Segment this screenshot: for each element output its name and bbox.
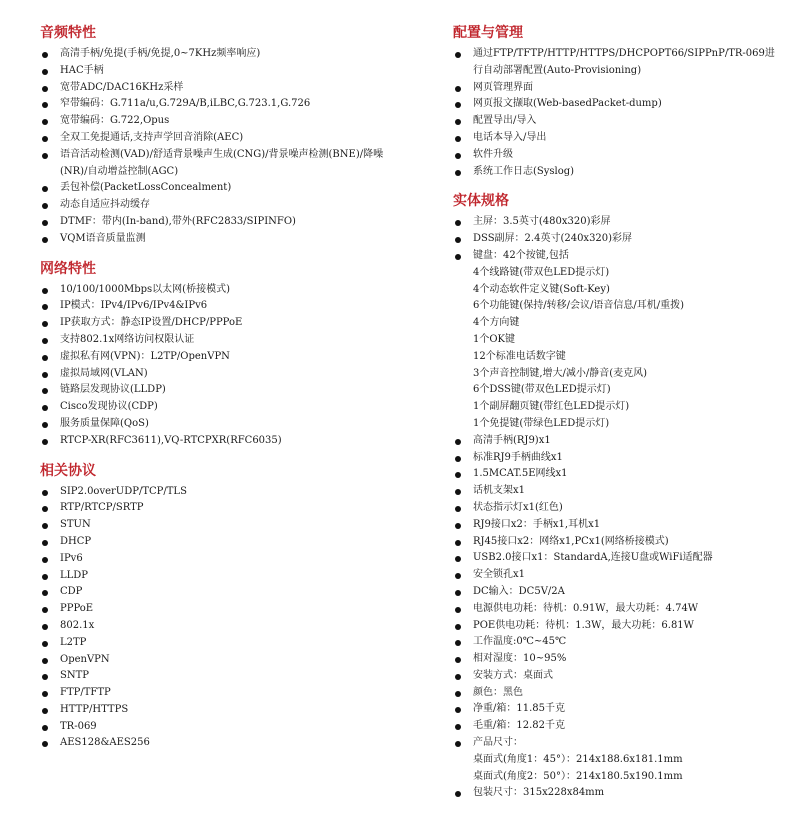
right-column [453,20,783,814]
physical-section-title: 实体规格 [453,193,509,210]
protocols-section [40,462,410,753]
sub-list-item [453,416,783,433]
list-item [40,399,410,416]
list-item [40,433,410,450]
bullet-icon [455,573,461,579]
bullet-icon [455,590,461,596]
list-item [453,164,783,181]
list-item [40,551,410,568]
list-item-text: 10/100/1000Mbps以太网(桥接模式) [60,283,230,295]
list-item-text: 802.1x [60,619,95,631]
bullet-icon [42,237,48,243]
list-item [453,701,783,718]
list-item [40,702,410,719]
list-item-text: 服务质量保障(QoS) [60,417,149,429]
bullet-icon [455,153,461,159]
list-item [40,96,410,113]
bullet-icon [42,725,48,731]
list-item-text: FTP/TFTP [60,687,111,699]
bullet-icon [42,607,48,613]
list-item-text: VQM语音质量监测 [60,232,146,244]
sub-list-item [453,282,783,299]
list-item-text: LLDP [60,569,89,581]
list-item [453,517,783,534]
list-item-text: 6个功能键(保持/转移/会议/语音信息/耳机/重拨) [473,300,685,312]
list-item-text: 4个方向键 [473,317,520,329]
list-item-text: 1个OK键 [473,333,516,345]
bullet-icon [42,506,48,512]
list-item-text: 相对湿度：10~95% [473,653,567,665]
list-item [40,635,410,652]
list-item [453,718,783,735]
bullet-icon [42,69,48,75]
list-item-text: 宽带编码：G.722,Opus [60,115,170,127]
audio-list [40,46,410,248]
list-item-text: 支持802.1x网络访问权限认证 [60,333,195,345]
list-item-text: IP模式：IPv4/IPv6/IPv4&IPv6 [60,300,208,312]
bullet-icon [42,439,48,445]
list-item [40,484,410,501]
protocols-section-title: 相关协议 [40,462,96,479]
list-item-text: 全双工免提通话,支持声学回音消除(AEC) [60,131,244,143]
sub-list-item [453,349,783,366]
list-item [453,735,783,752]
list-item-text: 丢包补偿(PacketLossConcealment) [60,182,232,194]
list-item [453,483,783,500]
bullet-icon [42,203,48,209]
bullet-icon [42,557,48,563]
list-item [40,735,410,752]
list-item-text: 键盘：42个按键,包括 [473,249,569,261]
bullet-icon [42,102,48,108]
list-item [40,719,410,736]
protocols-list [40,484,410,753]
list-item-text: IP获取方式：静态IP设置/DHCP/PPPoE [60,317,243,329]
list-item [40,668,410,685]
bullet-icon [42,523,48,529]
list-item [453,634,783,651]
bullet-icon [455,640,461,646]
list-item-text: 标准RJ9手柄曲线x1 [473,451,563,463]
bullet-icon [455,456,461,462]
network-section [40,260,410,450]
list-item-text: 包装尺寸：315x228x84mm [473,787,605,799]
list-item-text: 网页管理界面 [473,81,533,93]
list-item-text: 动态自适应抖动缓存 [60,199,150,211]
list-item-text: 1.5MCAT.5E网线x1 [473,468,568,480]
list-item-text: RTCP-XR(RFC3611),VQ-RTCPXR(RFC6035) [60,434,282,446]
list-item-text: DC输入：DC5V/2A [473,585,565,597]
bullet-icon [455,540,461,546]
list-item [453,668,783,685]
sub-list-item [453,366,783,383]
list-item-text: 虚拟私有网(VPN)：L2TP/OpenVPN [60,350,230,362]
list-item-text: 主屏：3.5英寸(480x320)彩屏 [473,216,611,228]
list-item-text: 颜色：黑色 [473,686,523,698]
list-item [40,80,410,97]
list-item [40,197,410,214]
list-item [453,80,783,97]
bullet-icon [42,540,48,546]
list-item-text: 电话本导入/导出 [473,131,547,143]
bullet-icon [455,707,461,713]
sub-list-item [453,769,783,786]
bullet-icon [42,52,48,58]
list-item-text: HTTP/HTTPS [60,703,129,715]
bullet-icon [455,439,461,445]
list-item-text: 虚拟局域网(VLAN) [60,367,148,379]
list-item [40,618,410,635]
list-item-text: 1个免提键(带绿色LED提示灯) [473,417,610,429]
list-item [453,231,783,248]
bullet-icon [42,691,48,697]
list-item [453,651,783,668]
list-item [453,433,783,450]
bullet-icon [42,624,48,630]
sub-list-item [453,265,783,282]
bullet-icon [42,388,48,394]
list-item-text: RTP/RTCP/SRTP [60,502,144,514]
list-item [453,618,783,635]
list-item-text: 桌面式(角度1：45°）：214x188.6x181.1mm [473,753,683,765]
list-item [40,416,410,433]
sub-list-item [453,382,783,399]
list-item-text: PPPoE [60,603,94,615]
list-item-text: L2TP [60,636,87,648]
list-item-text: OpenVPN [60,653,110,665]
bullet-icon [455,624,461,630]
bullet-icon [42,288,48,294]
list-item [40,601,410,618]
list-item-text: 4个线路键(带双色LED提示灯) [473,266,610,278]
sub-list-item [453,399,783,416]
list-item-text: 4个动态软件定义键(Soft-Key) [473,283,610,295]
sub-list-item [453,752,783,769]
list-item-text: 配置导出/导入 [473,115,537,127]
list-item [453,466,783,483]
list-item-text: CDP [60,586,83,598]
bullet-icon [42,186,48,192]
bullet-icon [455,791,461,797]
list-item [40,298,410,315]
list-item-text: 话机支架x1 [473,485,526,497]
bullet-icon [42,574,48,580]
bullet-icon [42,590,48,596]
list-item-text: DHCP [60,535,92,547]
list-item [40,231,410,248]
list-item [453,567,783,584]
config-list [453,46,783,180]
bullet-icon [455,489,461,495]
bullet-icon [455,556,461,562]
list-item [453,46,783,80]
list-item [453,534,783,551]
bullet-icon [455,523,461,529]
list-item-text: 3个声音控制键,增大/减小/静音(麦克风) [473,367,648,379]
sub-list-item [453,315,783,332]
left-column [40,20,410,764]
list-item [40,214,410,231]
bullet-icon [42,86,48,92]
bullet-icon [455,52,461,58]
bullet-icon [455,657,461,663]
list-item-text: 桌面式(角度2：50°）：214x180.5x190.1mm [473,770,683,782]
config-section-title: 配置与管理 [453,25,523,41]
bullet-icon [42,153,48,159]
list-item [453,550,783,567]
bullet-icon [455,220,461,226]
list-item-text: 产品尺寸： [473,737,523,749]
list-item [40,130,410,147]
list-item-text: RJ45接口x2：网络x1,PCx1(网络桥接模式) [473,535,669,547]
list-item-text: 工作温度:0℃~45℃ [473,636,567,648]
list-item [453,248,783,265]
list-item-text: 通过FTP/TFTP/HTTP/HTTPS/DHCPOPT66/SIPPnP/TR-069进行自动部署配置(Auto-Provisioning) [473,48,775,76]
bullet-icon [42,338,48,344]
list-item [40,332,410,349]
physical-list [453,214,783,802]
bullet-icon [455,741,461,747]
sub-list-item [453,298,783,315]
bullet-icon [42,708,48,714]
audio-section [40,24,410,248]
list-item [453,500,783,517]
list-item [40,584,410,601]
list-item-text: RJ9接口x2：手柄x1,耳机x1 [473,518,601,530]
bullet-icon [455,724,461,730]
list-item [453,450,783,467]
bullet-icon [42,372,48,378]
network-list [40,282,410,450]
list-item [453,584,783,601]
list-item-text: POE供电功耗：待机：1.3W，最大功耗：6.81W [473,619,694,631]
bullet-icon [455,607,461,613]
list-item-text: 净重/箱：11.85千克 [473,703,565,715]
list-item-text: 状态指示灯x1(红色) [473,501,563,513]
list-item-text: STUN [60,519,91,531]
list-item-text: Cisco发现协议(CDP) [60,401,158,413]
list-item [40,366,410,383]
list-item [40,534,410,551]
bullet-icon [455,237,461,243]
bullet-icon [42,220,48,226]
list-item [453,130,783,147]
bullet-icon [455,86,461,92]
bullet-icon [455,254,461,260]
list-item-text: 语音活动检测(VAD)/舒适背景噪声生成(CNG)/背景噪声检测(BNE)/降噪(NR)/自动增益控制(AGC) [60,148,384,177]
list-item-text: 软件升级 [473,148,513,160]
sub-list-item [453,332,783,349]
list-item [40,500,410,517]
list-item-text: 6个DSS键(带双色LED提示灯) [473,384,611,396]
list-item-text: 系统工作日志(Syslog) [473,165,575,177]
bullet-icon [42,741,48,747]
network-section-title: 网络特性 [40,260,96,277]
list-item [40,517,410,534]
bullet-icon [455,102,461,108]
bullet-icon [455,506,461,512]
list-item [40,568,410,585]
bullet-icon [42,355,48,361]
bullet-icon [42,405,48,411]
list-item-text: 1个副屏翻页键(带红色LED提示灯) [473,401,630,413]
list-item [40,349,410,366]
list-item [453,214,783,231]
config-section [453,24,783,180]
list-item [40,685,410,702]
list-item-text: 毛重/箱：12.82千克 [473,720,565,732]
list-item-text: 电源供电功耗：待机：0.91W，最大功耗：4.74W [473,602,699,614]
list-item [40,113,410,130]
bullet-icon [42,304,48,310]
list-item-text: SIP2.0overUDP/TCP/TLS [60,485,187,497]
bullet-icon [455,136,461,142]
bullet-icon [455,170,461,176]
bullet-icon [455,119,461,125]
list-item [40,46,410,63]
list-item [40,282,410,299]
bullet-icon [42,490,48,496]
bullet-icon [42,321,48,327]
list-item [453,601,783,618]
list-item [453,785,783,802]
bullet-icon [42,422,48,428]
list-item [453,147,783,164]
list-item-text: 链路层发现协议(LLDP) [60,384,166,396]
bullet-icon [42,641,48,647]
list-item [453,113,783,130]
bullet-icon [42,658,48,664]
list-item [40,315,410,332]
bullet-icon [455,674,461,680]
list-item-text: DSS副屏：2.4英寸(240x320)彩屏 [473,233,633,245]
list-item-text: 安装方式：桌面式 [473,669,553,681]
bullet-icon [42,674,48,680]
list-item-text: 窄带编码：G.711a/u,G.729A/B,iLBC,G.723.1,G.726 [60,98,311,110]
physical-section [453,192,783,802]
bullet-icon [42,119,48,125]
list-item [40,147,410,181]
list-item [40,180,410,197]
list-item [453,685,783,702]
list-item [40,63,410,80]
list-item [453,96,783,113]
bullet-icon [455,691,461,697]
list-item-text: AES128&AES256 [60,737,150,749]
list-item-text: DTMF：带内(In-band),带外(RFC2833/SIPINFO) [60,215,296,227]
list-item-text: TR-069 [60,720,97,732]
list-item-text: SNTP [60,670,89,682]
list-item-text: USB2.0接口x1：StandardA,连接U盘或WiFi适配器 [473,552,713,564]
list-item [40,652,410,669]
list-item-text: 12个标准电话数字键 [473,350,566,362]
list-item-text: 安全锁孔x1 [473,569,526,581]
list-item-text: 高清手柄(RJ9)x1 [473,434,551,446]
audio-section-title: 音频特性 [40,25,96,41]
list-item-text: 宽带ADC/DAC16KHz采样 [60,81,184,93]
list-item [40,382,410,399]
list-item-text: IPv6 [60,552,83,564]
list-item-text: 网页报文撷取(Web-basedPacket-dump) [473,98,662,110]
bullet-icon [42,136,48,142]
bullet-icon [455,472,461,478]
list-item-text: 高清手柄/免提(手柄/免提,0~7KHz频率响应) [60,48,261,59]
list-item-text: HAC手柄 [60,64,104,76]
